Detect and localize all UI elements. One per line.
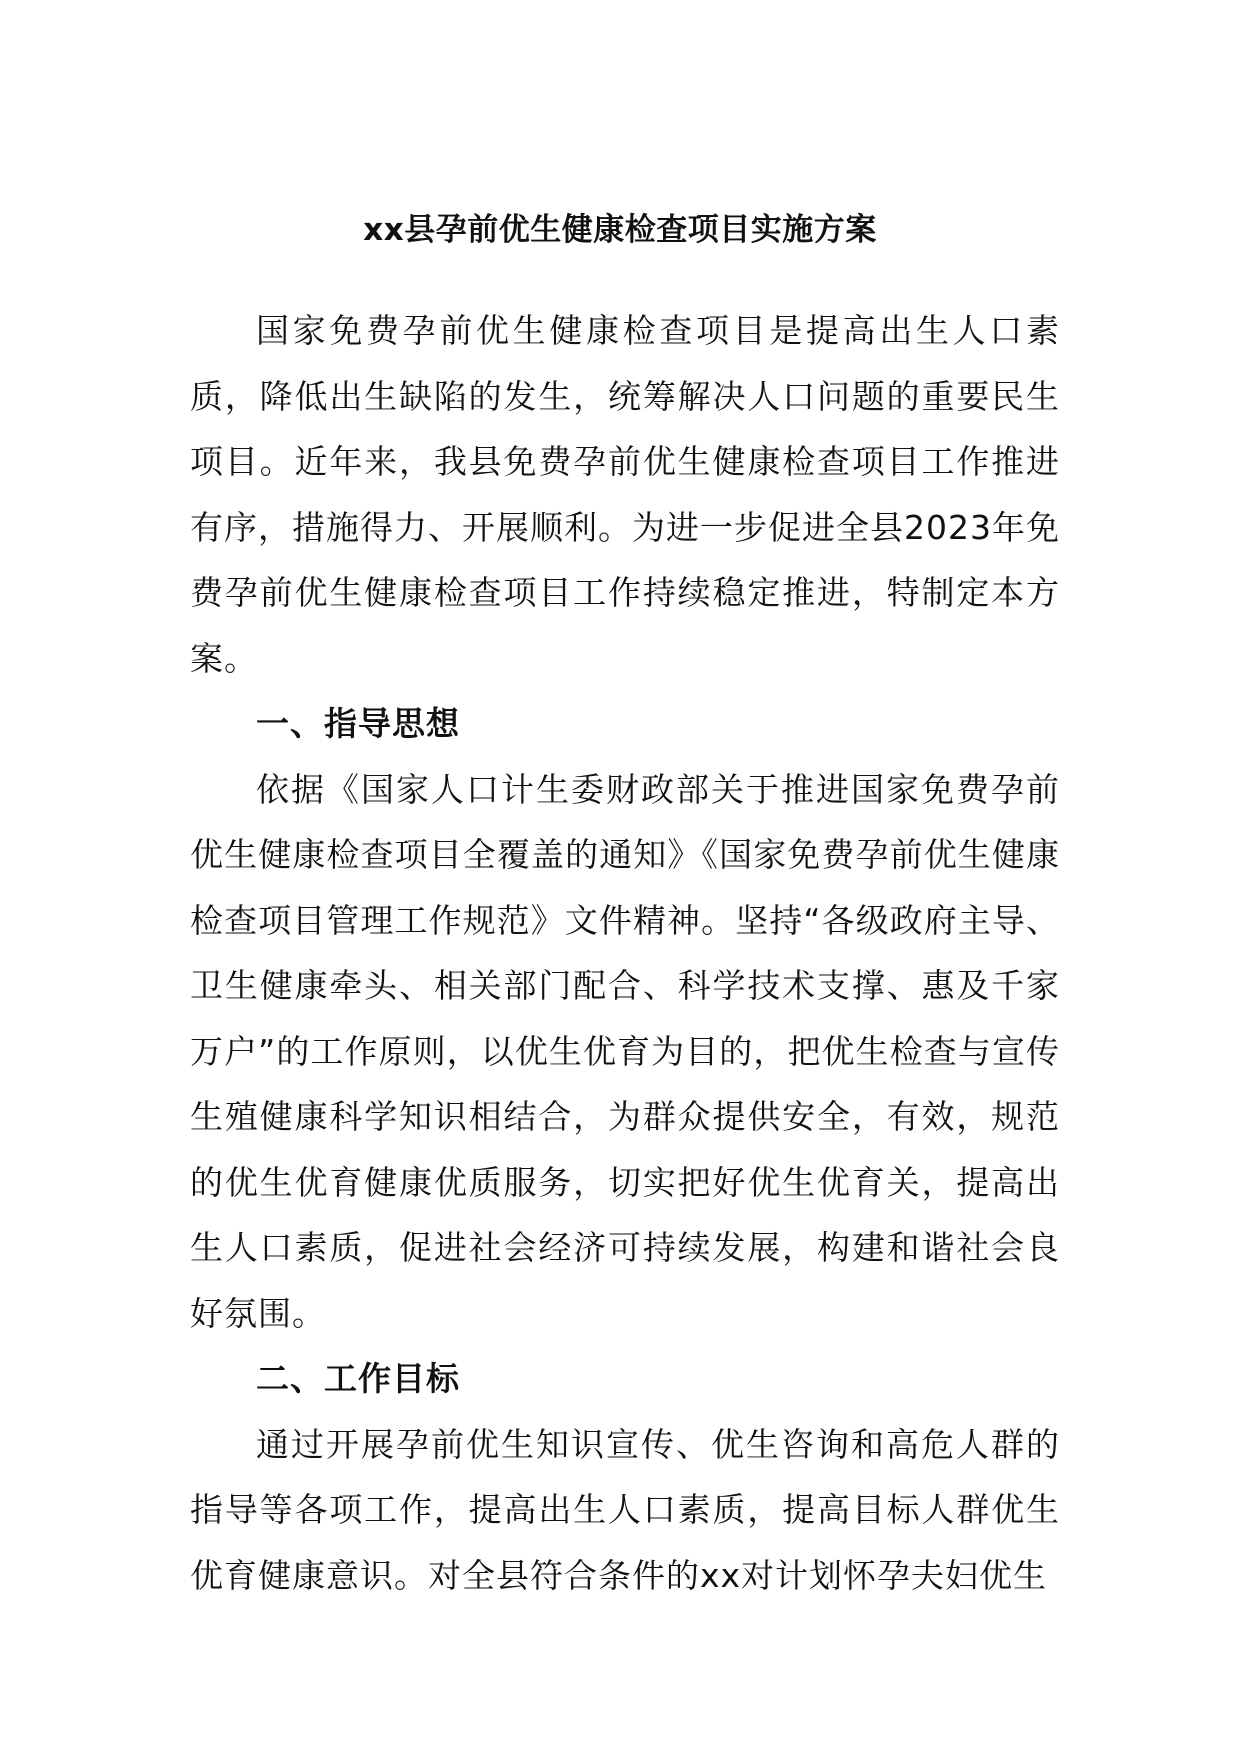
- section-paragraph-guiding-ideology: 依据《国家人口计生委财政部关于推进国家免费孕前优生健康检查项目全覆盖的通知》《国家免费孕前优生健康检查项目管理工作规范》文件精神。坚持“各级政府主导、卫生健康牵头、相关部门配合、科学技术支撑、惠及千家万户”的工作原则，以优生优育为目的，把优生检查与宣传生殖健康科学知识相结合，为群众提供安全，有效，规范的优生优育健康优质服务，切实把好优生优育关，提高出生人口素质，促进社会经济可持续发展，构建和谐社会良好氛围。: [190, 769, 1060, 1333]
- document-body: [190, 298, 1060, 1608]
- section-heading-work-goals: 二、工作目标: [256, 1359, 460, 1398]
- intro-paragraph: 国家免费孕前优生健康检查项目是提高出生人口素质，降低出生缺陷的发生，统筹解决人口问题的重要民生项目。近年来，我县免费孕前优生健康检查项目工作推进有序，措施得力、开展顺利。为进一步促进全县2023年免费孕前优生健康检查项目工作持续稳定推进，特制定本方案。: [190, 311, 1060, 678]
- section-paragraph-work-goals: 通过开展孕前优生知识宣传、优生咨询和高危人群的指导等各项工作，提高出生人口素质，提高目标人群优生优育健康意识。对全县符合条件的xx对计划怀孕夫妇优生: [190, 1424, 1060, 1595]
- document-title: xx县孕前优生健康检查项目实施方案: [363, 212, 877, 248]
- section-heading-guiding-ideology: 一、指导思想: [256, 704, 460, 743]
